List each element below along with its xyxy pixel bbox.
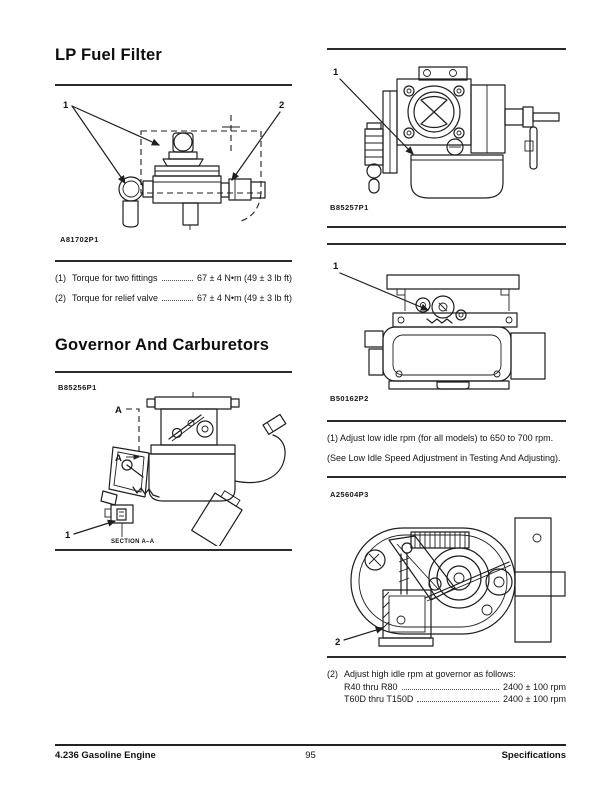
dot-leader: [417, 701, 499, 702]
rpm-value: 2400 ± 100 rpm: [503, 694, 566, 704]
callout-2-label: 2: [335, 637, 341, 648]
figure-governor: [327, 502, 566, 652]
section-marker-a-bottom: A: [115, 453, 122, 464]
spec-row-relief-valve: [55, 293, 292, 303]
footer-page-number: 95: [305, 750, 316, 761]
footer-section-name: Specifications: [501, 750, 566, 761]
section-title-governor-carburetors: Governor And Carburetors: [55, 336, 270, 354]
note-low-idle-line2: (See Low Idle Speed Adjustment in Testing And Adjusting).: [327, 453, 561, 463]
note-intro-text: Adjust high idle rpm at governor as follows:: [344, 669, 516, 679]
figure-fuel-pump: [327, 57, 566, 200]
dot-leader: [162, 280, 193, 281]
section-rule: [327, 226, 566, 228]
footer-rule: [55, 744, 566, 746]
section-rule: [327, 48, 566, 50]
figure-carburetor-section: [55, 391, 292, 546]
left-column: [55, 0, 292, 792]
lp-fuel-filter-diagram: [55, 93, 292, 233]
model-range: R40 thru R80: [344, 681, 398, 692]
model-range: T60D thru T150D: [344, 694, 414, 704]
figure-caption: B85257P1: [330, 203, 369, 212]
section-rule: [327, 656, 566, 658]
figure-caption: B85256P1: [58, 383, 97, 392]
fuel-pump-diagram: [327, 57, 566, 200]
figure-caption: B50162P2: [330, 394, 369, 403]
carburetor-section-diagram: [55, 391, 292, 546]
section-rule: [55, 260, 292, 262]
figure-carburetor: [327, 253, 566, 390]
rpm-value: 2400 ± 100 rpm: [503, 681, 566, 692]
callout-2-label: 2: [279, 100, 285, 111]
note-number: (2): [327, 669, 338, 679]
spec-label: Torque for relief valve: [72, 293, 159, 303]
callout-1-label: 1: [65, 530, 71, 541]
spec-number: (1): [55, 273, 66, 283]
high-idle-row-t60d: [327, 694, 566, 704]
dot-leader: [402, 689, 499, 690]
note-high-idle: [327, 669, 566, 704]
high-idle-row-r40: [327, 682, 566, 692]
section-rule: [327, 420, 566, 422]
callout-1-label: 1: [333, 261, 339, 272]
section-a-a-label: SECTION A–A: [111, 539, 155, 545]
governor-diagram: [327, 502, 566, 652]
figure-caption: A81702P1: [60, 235, 99, 244]
carburetor-diagram: [327, 253, 566, 390]
section-rule: [327, 476, 566, 478]
note-high-idle-intro: [327, 669, 566, 679]
note-low-idle-line1: (1) Adjust low idle rpm (for all models) to 650 to 700 rpm.: [327, 433, 554, 443]
spec-value: 67 ± 4 N•m (49 ± 3 lb ft): [196, 273, 292, 283]
callout-1-label: 1: [63, 100, 69, 111]
spec-value: 67 ± 4 N•m (49 ± 3 lb ft): [196, 293, 292, 303]
figure-caption: A25604P3: [330, 490, 369, 499]
footer-engine-model: 4.236 Gasoline Engine: [55, 750, 156, 761]
dot-leader: [162, 300, 193, 301]
section-rule: [55, 371, 292, 373]
section-marker-a-top: A: [115, 405, 122, 416]
right-column: [327, 0, 566, 792]
figure-lp-fuel-filter: [55, 93, 292, 233]
section-rule: [55, 549, 292, 551]
section-rule: [327, 243, 566, 245]
spec-row-fittings: [55, 273, 292, 283]
spec-number: (2): [55, 293, 66, 303]
callout-1-label: 1: [333, 67, 339, 78]
section-rule: [55, 84, 292, 86]
section-title-lp-fuel-filter: LP Fuel Filter: [55, 46, 163, 64]
spec-label: Torque for two fittings: [72, 273, 158, 283]
